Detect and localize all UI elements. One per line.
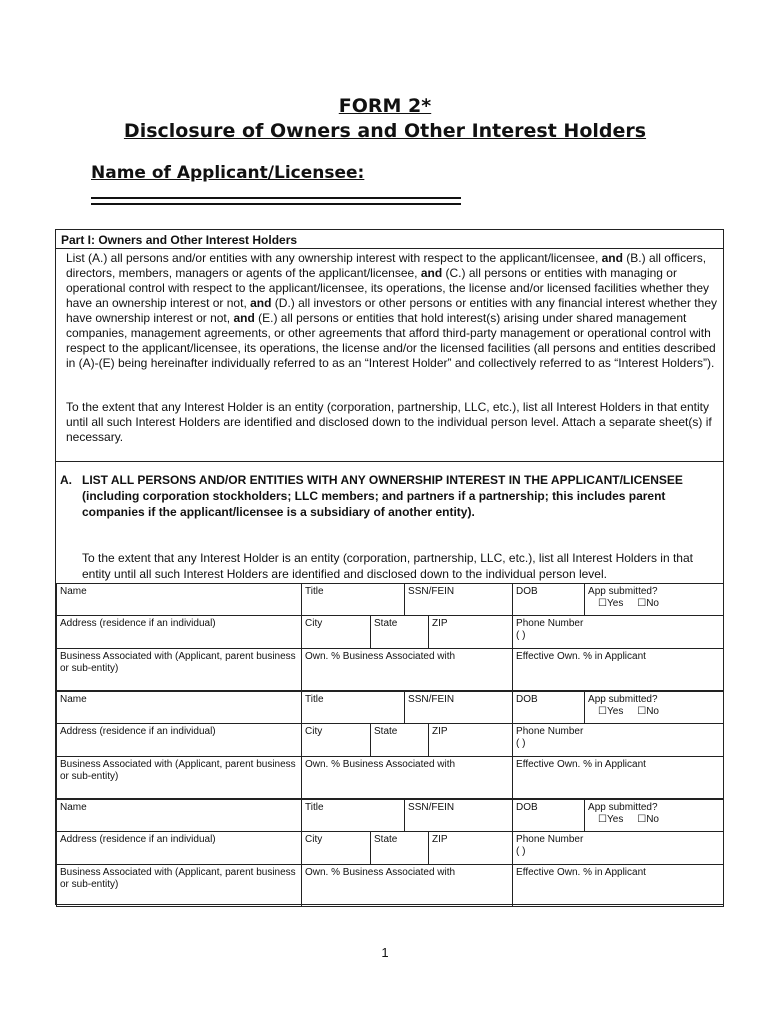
applicant-name-line[interactable] [91,197,461,199]
effective-own-field[interactable]: Effective Own. % in Applicant [513,649,724,691]
form-subtitle: Disclosure of Owners and Other Interest Holders [123,120,647,142]
state-field[interactable]: State [371,832,429,865]
yes-checkbox[interactable]: ☐Yes [598,814,624,825]
part1-paragraph-2: To the extent that any Interest Holder is an entity (corporation, partnership, LLC, etc.), list all Interest Holders in that entity until all such Interest Holders are identified and disclosed down to the individual person level. Attach a separate sheet(s) if necessary. [66,400,712,444]
ssn-field[interactable]: SSN/FEIN [405,692,513,724]
zip-field[interactable]: ZIP [429,724,513,757]
business-associated-field[interactable]: Business Associated with (Applicant, parent business or sub-entity) [57,865,302,907]
name-field[interactable]: Name [57,692,302,724]
divider [56,461,723,462]
dob-field[interactable]: DOB [513,692,585,724]
form-title: FORM 2* [338,95,432,117]
name-field[interactable]: Name [57,584,302,616]
section-a-label: A. [60,473,72,487]
yes-checkbox[interactable]: ☐Yes [598,706,624,717]
applicant-name-underline [91,203,461,205]
part1-paragraph-1: List (A.) all persons and/or entities with any ownership interest with respect to the applicant/licensee, and (B.) all officers, directors, members, managers or agents of the applicant/licensee, and (C.) all persons or entities with managing or operational control with respect to the applicant/licensee, its operations, the license and/or licensed facilities whether they have an ownership interest or not, and (D.) all investors or other persons or entities with any financial interest whether they have ownership interest or not, and (E.) all persons or entities that hold interest(s) arising under shared management companies, management agreements, or other agreements that afford third-party management or operational control with respect to the applicant/licensee, its operations, the license and/or the licensed facilities (all persons and entities described in (A)-(E) being hereinafter individually referred to as an “Interest Holder” and collectively referred to as “Interest Holders”). [66,251,717,370]
no-checkbox[interactable]: ☐No [637,706,659,717]
divider [56,248,723,249]
zip-field[interactable]: ZIP [429,832,513,865]
effective-own-field[interactable]: Effective Own. % in Applicant [513,757,724,799]
business-associated-field[interactable]: Business Associated with (Applicant, parent business or sub-entity) [57,649,302,691]
no-checkbox[interactable]: ☐No [637,814,659,825]
phone-field[interactable]: Phone Number ( ) [513,616,724,649]
address-field[interactable]: Address (residence if an individual) [57,724,302,757]
app-submitted-field: App submitted? ☐Yes ☐No [585,692,724,724]
phone-field[interactable]: Phone Number ( ) [513,832,724,865]
interest-holder-entry-1 [56,583,724,691]
city-field[interactable]: City [302,616,371,649]
title-field[interactable]: Title [302,800,405,832]
address-field[interactable]: Address (residence if an individual) [57,832,302,865]
phone-field[interactable]: Phone Number ( ) [513,724,724,757]
own-pct-field[interactable]: Own. % Business Associated with [302,649,513,691]
page-number: 1 [381,945,389,960]
section-a-text: LIST ALL PERSONS AND/OR ENTITIES WITH ANY OWNERSHIP INTEREST IN THE APPLICANT/LICENSEE (including corporation stockholders; LLC members; and partners if a partnership; this includes parent companies if the applicant/licensee is a subsidiary of another entity). [82,473,683,519]
interest-holder-entry-2 [56,691,724,799]
applicant-label: Name of Applicant/Licensee: [91,163,365,183]
own-pct-field[interactable]: Own. % Business Associated with [302,757,513,799]
app-submitted-field: App submitted? ☐Yes ☐No [585,584,724,616]
no-checkbox[interactable]: ☐No [637,598,659,609]
address-field[interactable]: Address (residence if an individual) [57,616,302,649]
effective-own-field[interactable]: Effective Own. % in Applicant [513,865,724,907]
section-a-paragraph: To the extent that any Interest Holder is an entity (corporation, partnership, LLC, etc.), list all Interest Holders in that entity until all such Interest Holders are identified and disclosed down to the individual person level. [82,551,693,581]
business-associated-field[interactable]: Business Associated with (Applicant, parent business or sub-entity) [57,757,302,799]
part1-heading: Part I: Owners and Other Interest Holders [61,233,298,247]
interest-holder-entry-3 [56,799,724,907]
dob-field[interactable]: DOB [513,584,585,616]
own-pct-field[interactable]: Own. % Business Associated with [302,865,513,907]
ssn-field[interactable]: SSN/FEIN [405,800,513,832]
disclosure-box [55,229,724,905]
title-field[interactable]: Title [302,692,405,724]
title-field[interactable]: Title [302,584,405,616]
city-field[interactable]: City [302,724,371,757]
yes-checkbox[interactable]: ☐Yes [598,598,624,609]
ssn-field[interactable]: SSN/FEIN [405,584,513,616]
app-submitted-field: App submitted? ☐Yes ☐No [585,800,724,832]
dob-field[interactable]: DOB [513,800,585,832]
zip-field[interactable]: ZIP [429,616,513,649]
state-field[interactable]: State [371,616,429,649]
name-field[interactable]: Name [57,800,302,832]
state-field[interactable]: State [371,724,429,757]
city-field[interactable]: City [302,832,371,865]
